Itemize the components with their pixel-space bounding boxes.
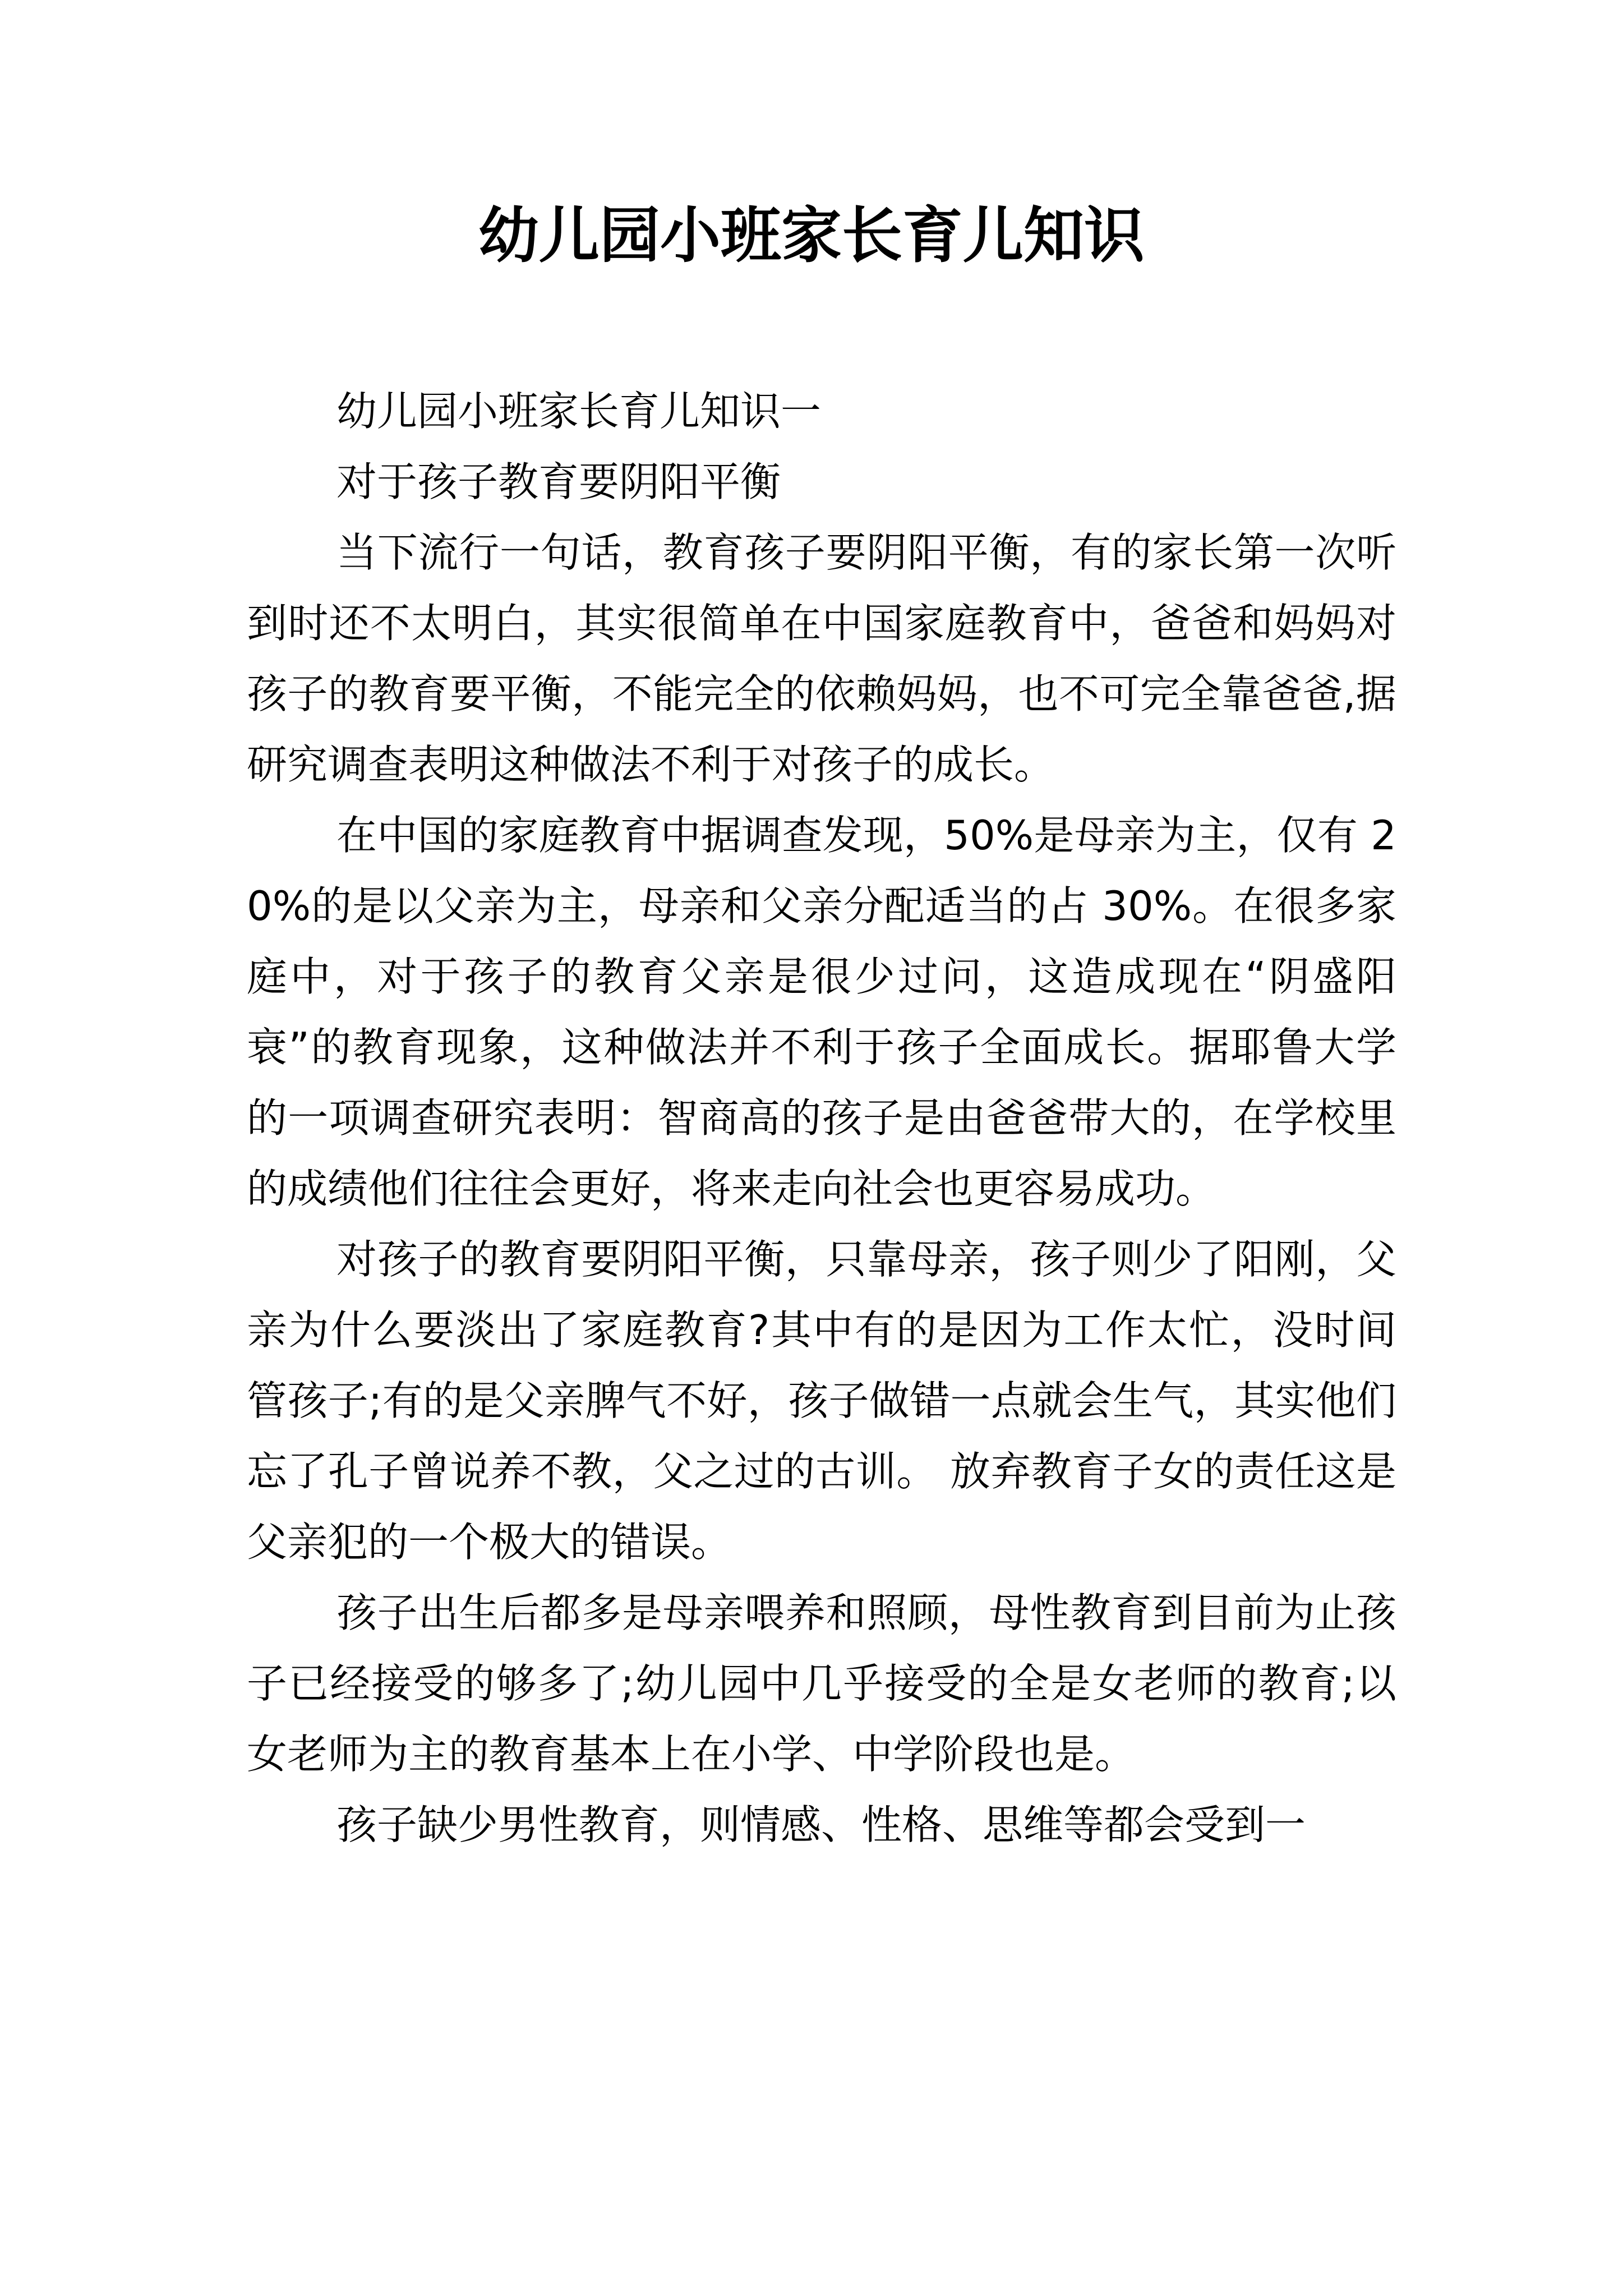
paragraph-3: 对孩子的教育要阴阳平衡，只靠母亲，孩子则少了阳刚，父亲为什么要淡出了家庭教育?其中有的是因为工作太忙，没时间管孩子;有的是父亲脾气不好，孩子做错一点就会生气，其实他们忘了孔子曾说养不教，父之过的古训。 放弃教育子女的责任这是父亲犯的一个极大的错误。 (247, 1236, 1396, 1566)
section-heading: 幼儿园小班家长育儿知识一 (336, 388, 822, 435)
paragraph-2: 在中国的家庭教育中据调查发现，50%是母亲为主，仅有 20%的是以父亲为主，母亲和父亲分配适当的占 30%。在很多家庭中，对于孩子的教育父亲是很少过问，这造成现在“阴盛阳衰”的教育现象，这种做法并不利于孩子全面成长。据耶鲁大学的一项调查研究表明：智商高的孩子是由爸爸带大的，在学校里的成绩他们往往会更好，将来走向社会也更容易成功。 (247, 812, 1396, 1212)
subheading: 对于孩子教育要阴阳平衡 (336, 458, 781, 505)
paragraph-4: 孩子出生后都多是母亲喂养和照顾，母性教育到目前为止孩子已经接受的够多了;幼儿园中几乎接受的全是女老师的教育;以女老师为主的教育基本上在小学、中学阶段也是。 (247, 1589, 1396, 1778)
document-title: 幼儿园小班家长育儿知识 (478, 200, 1145, 271)
paragraph-5: 孩子缺少男性教育，则情感、性格、思维等都会受到一 (336, 1801, 1306, 1848)
paragraph-1: 当下流行一句话，教育孩子要阴阳平衡，有的家长第一次听到时还不太明白，其实很简单在中国家庭教育中，爸爸和妈妈对孩子的教育要平衡，不能完全的依赖妈妈，也不可完全靠爸爸,据研究调查表明这种做法不利于对孩子的成长。 (247, 529, 1396, 788)
document-body (247, 376, 1396, 1860)
